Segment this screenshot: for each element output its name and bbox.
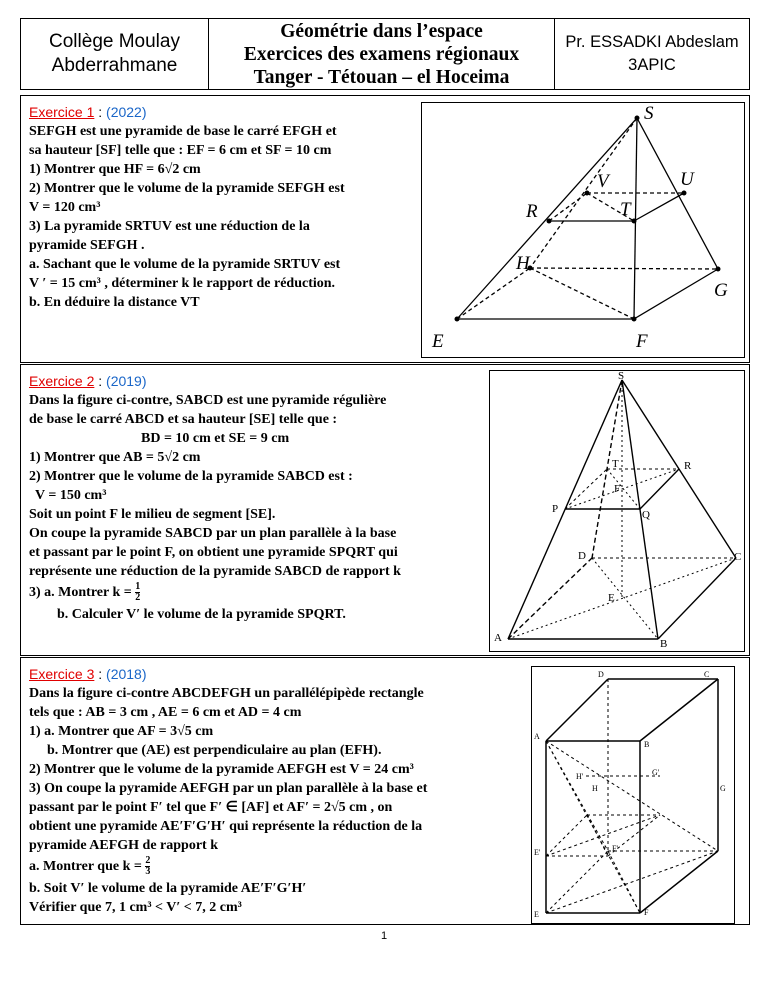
label-G-prime: G' [652,768,660,777]
fraction-one-half [135,582,140,603]
label-B: B [644,740,650,749]
exercise-3-text [29,664,539,917]
title-line-3: Tanger - Tétouan – el Hoceima [253,66,510,88]
ex1-line: V = 120 cm³ [29,200,101,215]
ex1-line: SEFGH est une pyramide de base le carré EFGH et [29,124,337,139]
frac-den: 3 [145,866,151,878]
label-D: D [578,550,586,562]
label-E-prime: E' [534,848,541,857]
ex2-line: Dans la figure ci-contre, SABCD est une pyramide régulière [29,393,387,408]
ex2-line: V = 150 cm³ [35,488,107,503]
label-S: S [618,371,625,382]
exercise-2-name: Exercice 2 [29,373,95,389]
frac-num: 2 [145,855,151,867]
exercise-2 [20,364,750,656]
label-E: E [534,910,539,919]
ex3-line: 2) Montrer que le volume de la pyramide AEFGH est V = 24 cm³ [29,762,414,777]
label-H-prime: H' [576,772,584,781]
exercise-1-year: (2022) [106,104,147,120]
exercise-3-title: Exercice 3 : (2018) [29,666,147,682]
class-level: 3APIC [628,56,676,74]
ex2-line: 3) a. Montrer k = [29,585,132,600]
ex3-line: 3) On coupe la pyramide AEFGH par un plan parallèle à la base et [29,781,428,796]
ex3-line: pyramide AEFGH de rapport k [29,838,219,853]
ex3-line: 1) a. Montrer que AF = 3√5 cm [29,724,214,739]
exercise-2-text [29,371,499,624]
ex1-line: pyramide SEFGH . [29,238,145,253]
label-T: T [612,458,619,470]
ex2-line: Soit un point F le milieu de segment [SE]. [29,507,276,522]
label-F-prime: F' [612,844,618,853]
ex1-line: V ′ = 15 cm³ , déterminer k le rapport de réduction. [29,276,336,291]
exercise-3-name: Exercice 3 [29,666,95,682]
ex1-line: 1) Montrer que HF = 6√2 cm [29,162,201,177]
header [20,18,750,90]
school-name [21,19,209,89]
ex3-line: obtient une pyramide AE′F′G′H′ qui représente la réduction de la [29,819,423,834]
ex2-line: et passant par le point F, on obtient une pyramide SPQRT qui [29,545,398,560]
label-E: E [432,331,444,352]
ex2-line: représente une réduction de la pyramide SABCD de rapport k [29,564,401,579]
document-title [209,19,555,89]
exercise-1-figure [421,102,745,358]
page-number: 1 [380,930,388,942]
teacher-name: Pr. ESSADKI Abdeslam [565,33,739,51]
exercise-1-title: Exercice 1 : (2022) [29,104,147,120]
cuboid-abcdefgh-drawing [532,667,734,923]
label-P: P [552,503,559,515]
label-S: S [644,103,654,124]
label-R: R [684,460,692,472]
ex1-line: 2) Montrer que le volume de la pyramide SEFGH est [29,181,345,196]
label-U: U [680,169,694,190]
label-C: C [734,551,742,563]
ex2-line: b. Calculer V′ le volume de la pyramide SPQRT. [57,607,346,622]
ex2-line: 2) Montrer que le volume de la pyramide SABCD est : [29,469,353,484]
ex3-question-3a [29,855,539,879]
ex1-line: a. Sachant que le volume de la pyramide SRTUV est [29,257,341,272]
school-line-2: Abderrahmane [51,55,178,76]
pyramid-sabcd-drawing [490,371,744,651]
frac-num: 1 [135,581,141,593]
exercise-1-name: Exercice 1 [29,104,95,120]
label-T: T [620,199,631,220]
ex3-line: Dans la figure ci-contre ABCDEFGH un parallélépipède rectangle [29,686,424,701]
label-A: A [534,732,540,741]
exercise-1-text [29,102,429,312]
ex3-line: b. Soit V′ le volume de la pyramide AE′F′G′H′ [29,881,307,896]
label-G: G [714,280,728,301]
ex2-line: On coupe la pyramide SABCD par un plan parallèle à la base [29,526,397,541]
ex3-line: b. Montrer que (AE) est perpendiculaire au plan (EFH). [47,743,382,758]
label-F: F [644,908,649,917]
title-line-2: Exercices des examens régionaux [243,43,520,65]
ex3-line: a. Montrer que k = [29,859,142,874]
label-Q: Q [642,509,650,521]
exercise-3-figure [531,666,735,924]
label-V: V [597,171,609,192]
ex3-line: tels que : AB = 3 cm , AE = 6 cm et AD = 4 cm [29,705,302,720]
ex3-line: Vérifier que 7, 1 cm³ < V′ < 7, 2 cm³ [29,900,242,915]
school-line-1: Collège Moulay [49,31,180,52]
label-E: E [608,592,615,604]
exercise-1 [20,95,750,363]
ex2-line: 1) Montrer que AB = 5√2 cm [29,450,201,465]
ex1-line: 3) La pyramide SRTUV est une réduction de la [29,219,310,234]
label-F: F [636,331,648,352]
label-H: H [592,784,598,793]
pyramid-sefgh-drawing [422,103,744,357]
label-C: C [704,670,710,679]
exercise-2-figure [489,370,745,652]
exercise-2-title: Exercice 2 : (2019) [29,373,147,389]
teacher-info [555,19,749,89]
frac-den: 2 [135,592,141,604]
exercise-3-year: (2018) [106,666,147,682]
label-D: D [598,670,604,679]
label-G: G [720,784,726,793]
ex1-line: sa hauteur [SF] telle que : EF = 6 cm et SF = 10 cm [29,143,332,158]
ex1-line: b. En déduire la distance VT [29,295,200,310]
fraction-two-thirds [145,856,150,877]
exercise-2-year: (2019) [106,373,147,389]
label-B: B [660,638,668,650]
exercise-3 [20,657,750,925]
label-A: A [494,632,502,644]
ex2-line: de base le carré ABCD et sa hauteur [SE] telle que : [29,412,338,427]
ex2-line: BD = 10 cm et SE = 9 cm [141,431,290,446]
label-F: F [614,483,621,495]
ex2-question-3a [29,581,499,605]
label-R: R [526,201,538,222]
ex3-line: passant par le point F′ tel que F′ ∈ [AF] et AF′ = 2√5 cm , on [29,800,393,815]
title-line-1: Géométrie dans l’espace [280,20,483,42]
label-H: H [516,253,530,274]
